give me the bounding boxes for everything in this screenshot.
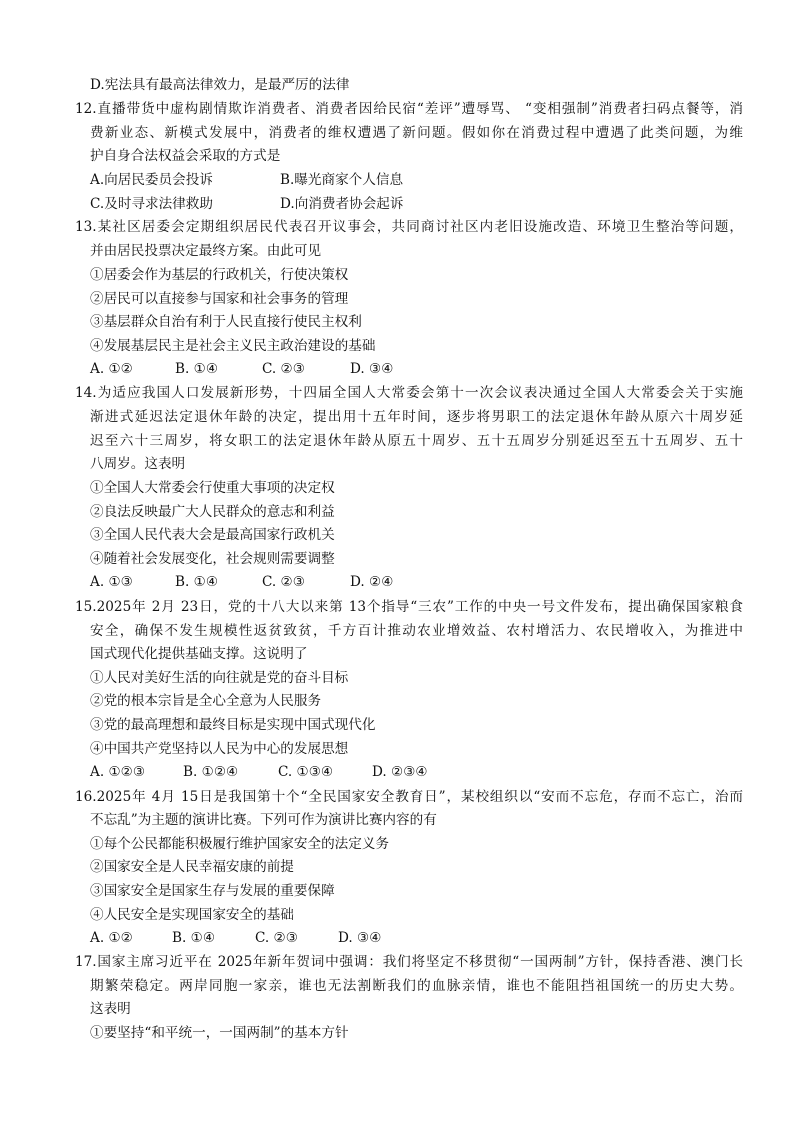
q17-item-1: ①要坚持“和平统一，一国两制”的基本方针 <box>90 1025 349 1041</box>
q14-item-2: ②良法反映最广大人民群众的意志和利益 <box>90 504 335 520</box>
q12-stem-line-3: 护自身合法权益会采取的方式是 <box>90 148 281 164</box>
q16-item-1: ①每个公民都能积极履行维护国家安全的法定义务 <box>90 836 390 852</box>
q11-option-d: D.宪法具有最高法律效力，是最严厉的法律 <box>90 77 350 93</box>
q14-item-3: ③全国人民代表大会是最高国家行政机关 <box>90 527 335 543</box>
q12-option-a: A.向居民委员会投诉 <box>90 172 213 188</box>
q14-option-c: C. ②③ <box>262 574 305 590</box>
q12-stem-line-2: 费新业态、新模式发展中，消费者的维权遭遇了新问题。假如你在消费过程中遭遇了此类问题，为维 <box>90 125 743 141</box>
q13-item-2: ②居民可以直接参与国家和社会事务的管理 <box>90 291 349 307</box>
q16-item-2: ②国家安全是人民幸福安康的前提 <box>90 859 294 875</box>
q12-option-b: B.曝光商家个人信息 <box>280 172 404 188</box>
q17-stem-line-3: 这表明 <box>90 1001 131 1017</box>
q14-item-4: ④随着社会发展变化，社会规则需要调整 <box>90 551 335 567</box>
q15-item-4: ④中国共产党坚持以人民为中心的发展思想 <box>90 741 349 757</box>
q12-option-c: C.及时寻求法律救助 <box>90 196 213 212</box>
q12-options-row-2 <box>90 195 743 213</box>
q14-stem-line-1: 14.为适应我国人口发展新形势，十四届全国人大常委会第十一次会议表决通过全国人大常委会关于实施 <box>75 385 743 401</box>
q15-item-1: ①人民对美好生活的向往就是党的奋斗目标 <box>90 670 349 686</box>
q14-option-d: D. ②④ <box>350 574 394 590</box>
q12-stem-line-1: 12.直播带货中虚构剧情欺诈消费者、消费者因给民宿“差评”遭辱骂、 “变相强制”消费者扫码点餐等，消 <box>75 101 743 117</box>
q13-option-b: B. ①④ <box>175 361 219 377</box>
q14-options <box>90 573 743 591</box>
q15-option-c: C. ①③④ <box>278 764 334 780</box>
q14-option-b: B. ①④ <box>175 574 219 590</box>
q15-option-d: D. ②③④ <box>372 764 428 780</box>
q13-option-a: A. ①② <box>90 361 133 377</box>
q15-options <box>90 763 743 781</box>
q14-stem-line-4: 八周岁。这表明 <box>90 456 186 472</box>
q13-stem-line-2: 并由居民投票决定最终方案。由此可见 <box>90 243 322 259</box>
q13-item-4: ④发展基层民主是社会主义民主政治建设的基础 <box>90 338 376 354</box>
q14-option-a: A. ①③ <box>90 574 133 590</box>
q15-stem-line-1: 15.2025年 2月 23日，党的十八大以来第 13个指导“三农”工作的中央一号文件发布，提出确保国家粮食 <box>75 599 743 615</box>
q16-option-d: D. ③④ <box>338 930 382 946</box>
q15-stem-line-2: 安全，确保不发生规模性返贫致贫，千方百计推动农业增效益、农村增活力、农民增收入，为推进中 <box>90 623 743 639</box>
q16-option-a: A. ①② <box>90 930 133 946</box>
q14-item-1: ①全国人大常委会行使重大事项的决定权 <box>90 480 335 496</box>
q15-option-a: A. ①②③ <box>90 764 146 780</box>
q15-stem-line-3: 国式现代化提供基础支撑。这说明了 <box>90 646 308 662</box>
q12-option-d: D.向消费者协会起诉 <box>280 196 404 212</box>
q15-item-3: ③党的最高理想和最终目标是实现中国式现代化 <box>90 717 376 733</box>
q14-stem-line-2: 渐进式延迟法定退休年龄的决定，提出用十五年时间，逐步将男职工的法定退休年龄从原六十周岁延 <box>90 409 743 425</box>
q16-options <box>90 929 743 947</box>
q16-option-b: B. ①④ <box>172 930 216 946</box>
q16-stem-line-2: 不忘乱”为主题的演讲比赛。下列可作为演讲比赛内容的有 <box>90 812 437 828</box>
q13-options <box>90 360 743 378</box>
q17-stem-line-2: 期繁荣稳定。两岸同胞一家亲，谁也无法割断我们的血脉亲情，谁也不能阻挡祖国统一的历史大势。 <box>90 978 743 994</box>
q16-item-3: ③国家安全是国家生存与发展的重要保障 <box>90 883 335 899</box>
q13-option-d: D. ③④ <box>350 361 394 377</box>
q15-option-b: B. ①②④ <box>183 764 239 780</box>
q13-option-c: C. ②③ <box>262 361 305 377</box>
q16-stem-line-1: 16.2025年 4月 15日是我国第十个“全民国家安全教育日”，某校组织以“安而不忘危，存而不忘亡，治而 <box>75 789 743 805</box>
q13-item-3: ③基层群众自治有利于人民直接行使民主权利 <box>90 314 362 330</box>
q13-item-1: ①居委会作为基层的行政机关，行使决策权 <box>90 267 349 283</box>
q16-item-4: ④人民安全是实现国家安全的基础 <box>90 907 294 923</box>
q15-item-2: ②党的根本宗旨是全心全意为人民服务 <box>90 693 322 709</box>
q16-option-c: C. ②③ <box>255 930 298 946</box>
q14-stem-line-3: 迟至六十三周岁，将女职工的法定退休年龄从原五十周岁、五十五周岁分别延迟至五十五周岁、五十 <box>90 433 743 449</box>
q13-stem-line-1: 13.某社区居委会定期组织居民代表召开议事会，共同商讨社区内老旧设施改造、环境卫生整治等问题， <box>75 219 743 235</box>
q12-options-row-1 <box>90 171 743 189</box>
q17-stem-line-1: 17.国家主席习近平在 2025年新年贺词中强调：我们将坚定不移贯彻“一国两制”方针，保持香港、澳门长 <box>75 954 743 970</box>
